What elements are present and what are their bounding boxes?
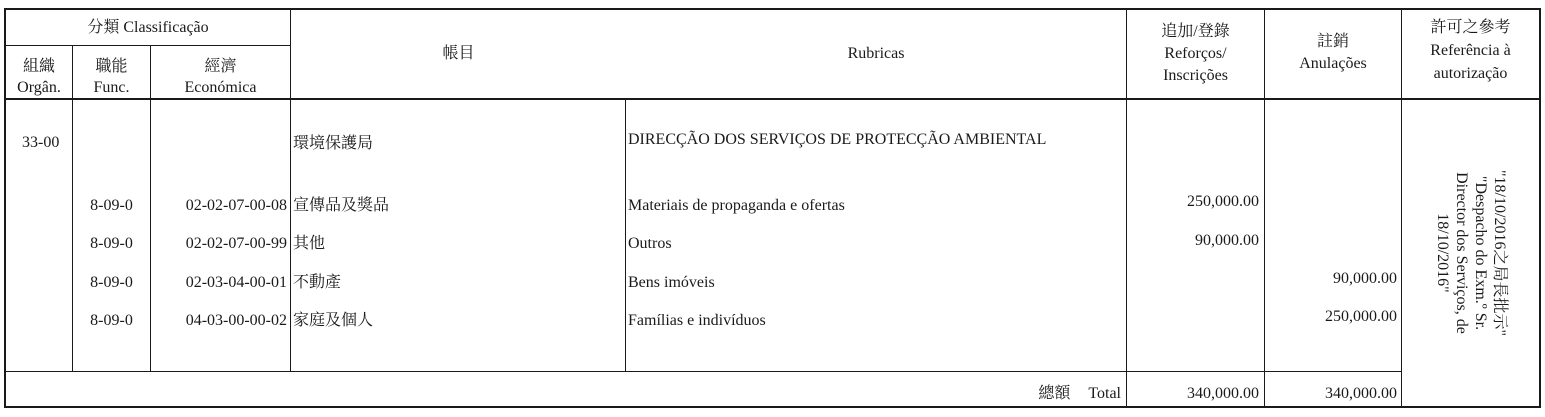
row-func: 8-09-0	[90, 312, 133, 329]
row-reforcos: 90,000.00	[1195, 232, 1259, 249]
header-reforcos-zh: 追加/登錄	[1161, 23, 1230, 40]
header-anulacoes-pt: Anulações	[1299, 55, 1367, 72]
reference-line: 18/10/2016"	[1434, 213, 1451, 293]
reference-line: "Despacho do Exm.º Sr.	[1472, 175, 1489, 331]
row-rubrica-pt: Famílias e indivíduos	[628, 312, 766, 329]
row-econ: 02-03-04-00-01	[185, 274, 287, 291]
row-rubrica-pt: Outros	[628, 235, 672, 252]
header-organ-pt: Orgân.	[17, 79, 61, 96]
row-account-zh: 宣傳品及獎品	[293, 197, 390, 214]
reference-line: Director dos Serviços, de	[1453, 172, 1470, 334]
organ-name-zh: 環境保護局	[293, 135, 374, 152]
reference-line: "18/10/2016之局長批示"	[1491, 170, 1508, 336]
total-label	[900, 384, 1121, 403]
header-reference-pt1: Referência à	[1430, 42, 1511, 59]
row-econ: 02-02-07-00-08	[185, 197, 287, 214]
col-divider-account	[625, 98, 626, 372]
header-reforcos-pt1: Reforços/	[1164, 45, 1227, 62]
authorization-reference-text	[1433, 123, 1509, 383]
total-label-zh: 總額	[1038, 385, 1071, 402]
total-row-top-border	[4, 371, 1402, 372]
header-classification: 分類 Classificação	[87, 19, 209, 36]
header-reforcos-pt2: Inscrições	[1163, 67, 1228, 84]
row-anulacoes: 90,000.00	[1333, 270, 1397, 287]
row-rubrica-pt: Materiais de propaganda e ofertas	[628, 197, 845, 214]
total-label-pt: Total	[1088, 385, 1121, 402]
header-account-zh: 帳目	[442, 45, 475, 62]
row-account-zh: 家庭及個人	[293, 312, 374, 329]
row-econ: 04-03-00-00-02	[185, 312, 287, 329]
header-func-zh: 職能	[95, 58, 128, 75]
header-func-pt: Func.	[93, 79, 130, 96]
row-func: 8-09-0	[90, 235, 133, 252]
row-rubrica-pt: Bens imóveis	[628, 274, 715, 291]
header-reference-pt2: autorização	[1433, 65, 1508, 82]
total-anulacoes: 340,000.00	[1325, 385, 1397, 402]
row-func: 8-09-0	[90, 274, 133, 291]
header-rubricas: Rubricas	[847, 45, 905, 62]
header-organ-zh: 組織	[22, 58, 55, 75]
organ-code: 33-00	[22, 134, 60, 151]
header-anulacoes-zh: 註銷	[1316, 33, 1349, 50]
header-divider-classification	[4, 45, 290, 46]
table-border-top	[4, 8, 1541, 10]
authorization-reference	[1402, 100, 1540, 406]
row-reforcos: 250,000.00	[1187, 193, 1259, 210]
header-econ-zh: 經濟	[204, 58, 237, 75]
row-account-zh: 其他	[293, 235, 326, 252]
row-anulacoes: 250,000.00	[1325, 308, 1397, 325]
header-bottom-border	[4, 98, 1541, 100]
table-border-bottom	[4, 406, 1541, 408]
total-reforcos: 340,000.00	[1187, 385, 1259, 402]
row-econ: 02-02-07-00-99	[185, 235, 287, 252]
header-reference-zh: 許可之參考	[1430, 19, 1511, 36]
row-account-zh: 不動產	[293, 274, 342, 291]
organ-name-pt: DIRECÇÃO DOS SERVIÇOS DE PROTECÇÃO AMBIENTAL	[628, 131, 1047, 148]
header-econ-pt: Económica	[184, 79, 257, 96]
row-func: 8-09-0	[90, 197, 133, 214]
